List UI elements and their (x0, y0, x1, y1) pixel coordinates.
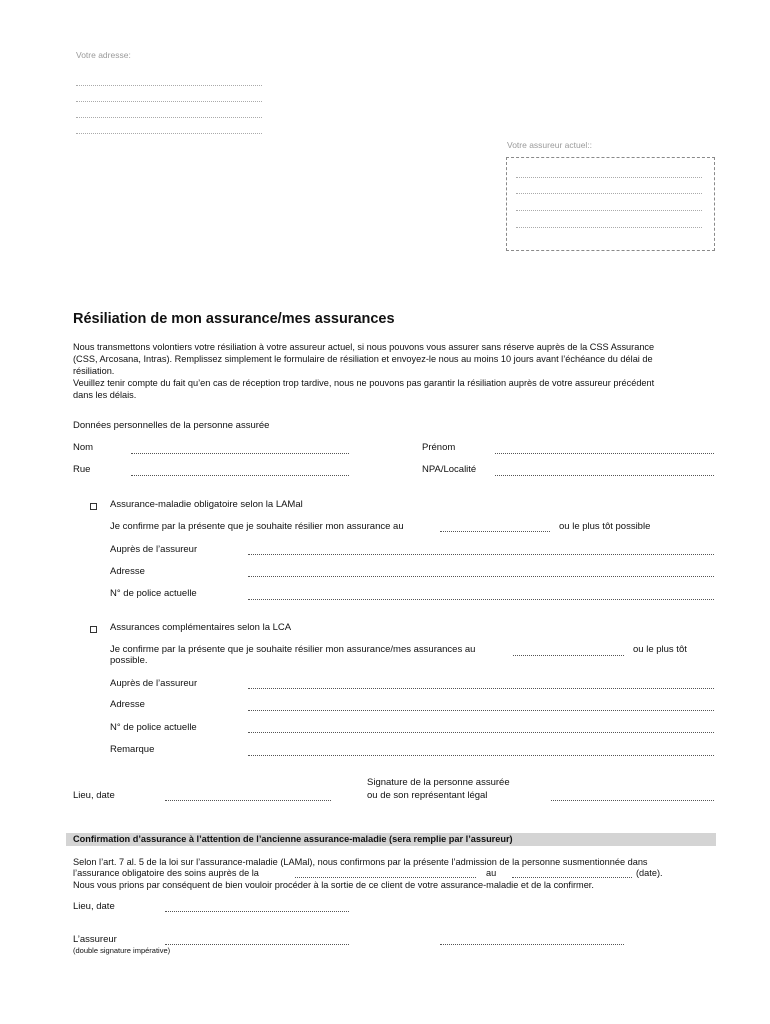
confirmation-line-2a: l’assurance obligatoire des soins auprès de la (73, 868, 259, 878)
lca-checkbox[interactable] (90, 626, 97, 633)
lamal-police-field[interactable] (248, 599, 714, 600)
lamal-adresse-label: Adresse (110, 566, 145, 577)
lamal-confirm-text: Je confirme par la présente que je souhaite résilier mon assurance au (110, 521, 404, 532)
lca-remarque-label: Remarque (110, 744, 155, 755)
personal-heading: Données personnelles de la personne assurée (73, 420, 270, 431)
lca-asap-text: ou le plus tôt (633, 644, 687, 655)
lamal-police-label: N° de police actuelle (110, 588, 197, 599)
insurer-line-3[interactable] (516, 210, 702, 211)
address-line-2[interactable] (76, 101, 262, 102)
lca-adresse-label: Adresse (110, 699, 145, 710)
assureur-signature-field-1[interactable] (165, 944, 349, 945)
lamal-adresse-field[interactable] (248, 576, 714, 577)
rue-label: Rue (73, 464, 91, 475)
confirmation-lieu-date-label: Lieu, date (73, 901, 115, 912)
insurer-address-box[interactable] (506, 157, 715, 251)
confirmation-line-1: Selon l’art. 7 al. 5 de la loi sur l’assurance-maladie (LAMal), nous confirmons par la présente l’admission de la personne susmentionnée dans (73, 857, 648, 867)
confirmation-heading: Confirmation d’assurance à l’attention de l’ancienne assurance-maladie (sera remplie par l’assureur) (73, 834, 513, 844)
confirmation-line-2b: au (486, 868, 497, 878)
lca-date-field[interactable] (513, 655, 624, 656)
lca-police-label: N° de police actuelle (110, 722, 197, 733)
insurer-label: Votre assureur actuel:: (507, 140, 593, 150)
confirmation-insurer-field[interactable] (295, 877, 476, 878)
intro-paragraph (73, 341, 733, 401)
lieu-date-field[interactable] (165, 800, 331, 801)
lamal-heading: Assurance-maladie obligatoire selon la LAMal (110, 499, 303, 510)
lca-aupres-field[interactable] (248, 688, 714, 689)
lca-adresse-field[interactable] (248, 710, 714, 711)
lamal-date-field[interactable] (440, 531, 550, 532)
intro-line-4: Veuillez tenir compte du fait qu’en cas de réception trop tardive, nous ne pouvons pas garantir la résiliation auprès de votre assureur précédent (73, 378, 655, 388)
intro-line-1: Nous transmettons volontiers votre résiliation à votre assureur actuel, si nous pouvons vous assurer sans réserve auprès de la CSS Assurance (73, 342, 655, 352)
intro-line-5: dans les délais. (73, 390, 137, 400)
address-line-4[interactable] (76, 133, 262, 134)
lca-confirm-text: Je confirme par la présente que je souhaite résilier mon assurance/mes assurances au (110, 644, 476, 655)
lieu-date-label: Lieu, date (73, 790, 115, 801)
intro-line-2: (CSS, Arcosana, Intras). Remplissez simplement le formulaire de résiliation et envoyez-le nous au moins 10 jours avant l’échéance du délai de (73, 354, 653, 364)
address-label: Votre adresse: (76, 50, 131, 60)
address-line-1[interactable] (76, 85, 262, 86)
lca-heading: Assurances complémentaires selon la LCA (110, 622, 292, 633)
confirmation-date-field[interactable] (512, 877, 632, 878)
assureur-label: L’assureur (73, 934, 117, 945)
lca-remarque-field[interactable] (248, 755, 714, 756)
signature-label-2: ou de son représentant légal (367, 790, 488, 801)
lca-asap-text-2: possible. (110, 655, 148, 666)
confirmation-lieu-date-field[interactable] (165, 911, 349, 912)
prenom-label: Prénom (422, 442, 456, 453)
page-title: Résiliation de mon assurance/mes assurances (73, 311, 395, 327)
rue-field[interactable] (131, 475, 349, 476)
lamal-aupres-field[interactable] (248, 554, 714, 555)
intro-line-3: résiliation. (73, 366, 115, 376)
signature-label-1: Signature de la personne assurée (367, 777, 510, 788)
assureur-signature-field-2[interactable] (440, 944, 624, 945)
address-line-3[interactable] (76, 117, 262, 118)
insurer-line-1[interactable] (516, 177, 702, 178)
confirmation-line-2c: (date). (636, 868, 663, 878)
lamal-aupres-label: Auprès de l’assureur (110, 544, 198, 555)
confirmation-line-3: Nous vous prions par conséquent de bien vouloir procéder à la sortie de ce client de votre assurance-maladie et de la confirmer. (73, 880, 594, 890)
lamal-checkbox[interactable] (90, 503, 97, 510)
insurer-line-4[interactable] (516, 227, 702, 228)
double-signature-note: (double signature impérative) (73, 946, 171, 955)
lamal-asap-text: ou le plus tôt possible (559, 521, 651, 532)
insurer-line-2[interactable] (516, 193, 702, 194)
signature-field[interactable] (551, 800, 714, 801)
npa-field[interactable] (495, 475, 714, 476)
lca-aupres-label: Auprès de l’assureur (110, 678, 198, 689)
lca-police-field[interactable] (248, 732, 714, 733)
prenom-field[interactable] (495, 453, 714, 454)
nom-label: Nom (73, 442, 94, 453)
nom-field[interactable] (131, 453, 349, 454)
npa-label: NPA/Localité (422, 464, 477, 475)
